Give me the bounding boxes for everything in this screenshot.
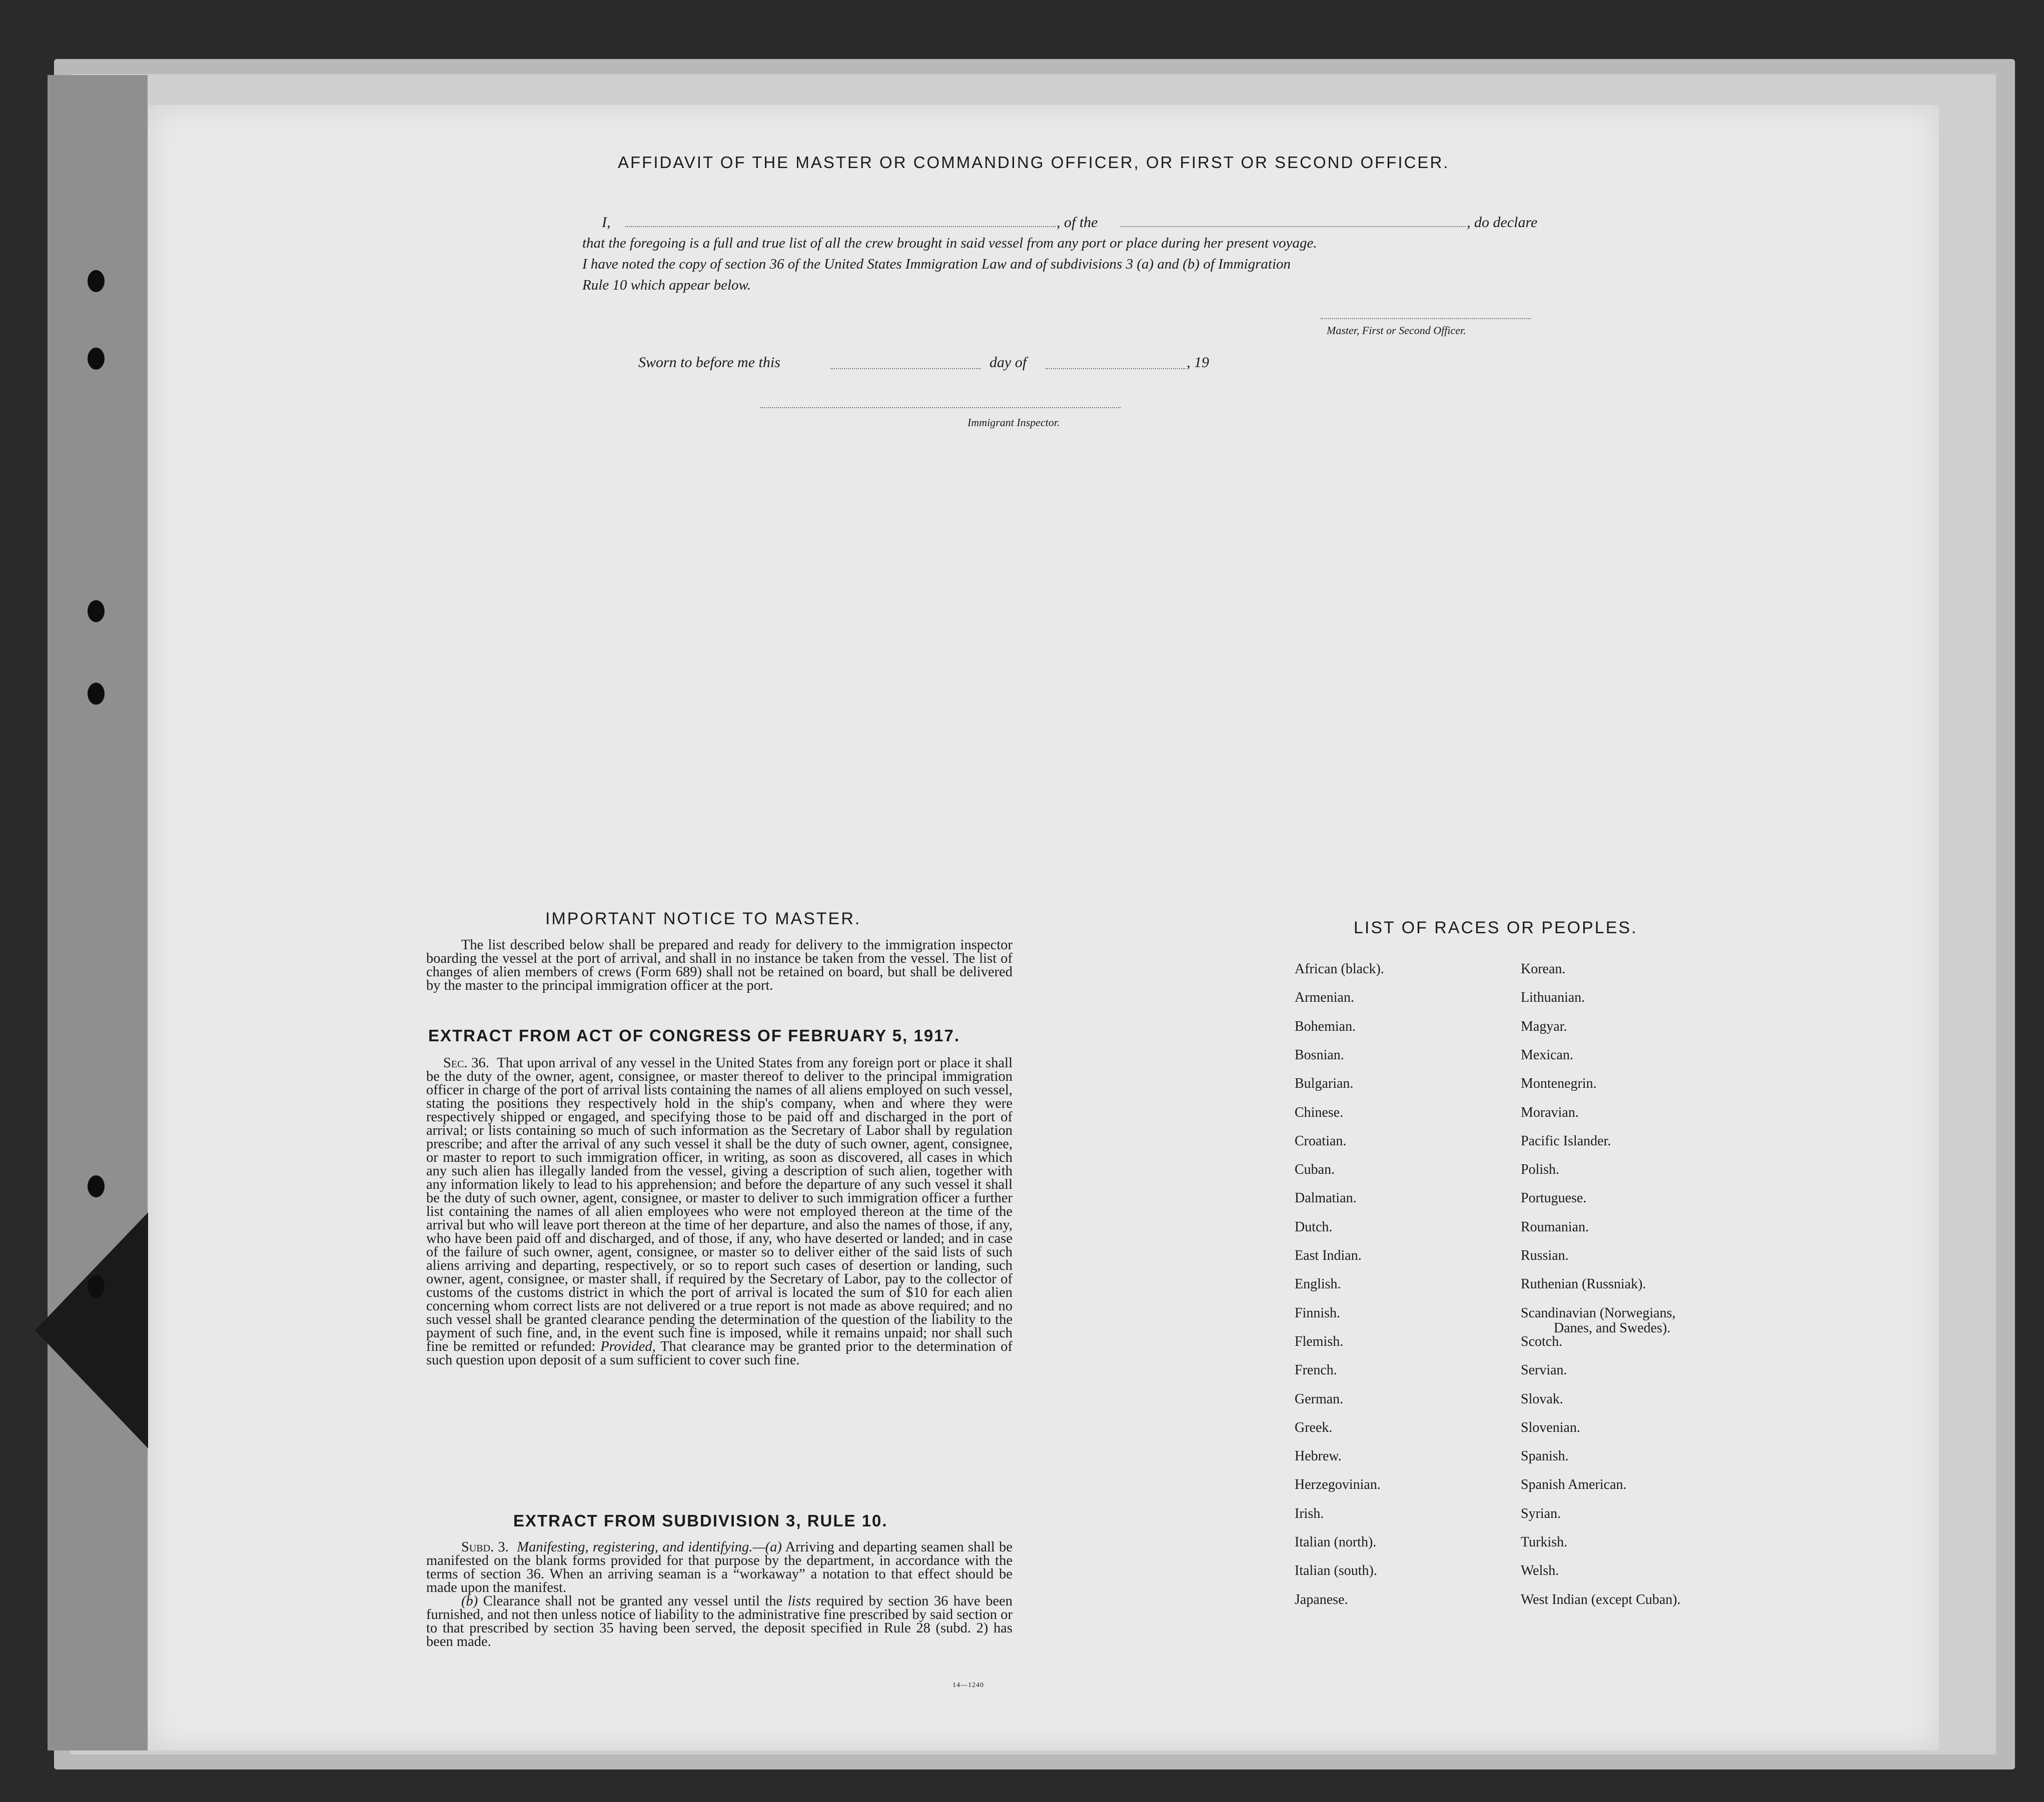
race-item: Lithuanian.	[1521, 990, 1585, 1006]
race-item: Spanish American.	[1521, 1477, 1627, 1493]
affidavit-line-2: that the foregoing is a full and true list of all the crew brought in said vessel from any port or place during her present voyage.	[582, 235, 1317, 251]
race-item: Bohemian.	[1295, 1018, 1356, 1034]
race-item: Herzegovinian.	[1295, 1477, 1381, 1493]
affidavit-title: AFFIDAVIT OF THE MASTER OR COMMANDING OFFICER, OR FIRST OR SECOND OFFICER.	[618, 153, 1450, 172]
races-left-column	[1295, 961, 1505, 1611]
race-item: Greek.	[1295, 1419, 1333, 1435]
race-item: English.	[1295, 1276, 1341, 1292]
punch-hole	[88, 348, 105, 370]
act-extract-body	[426, 1056, 1012, 1367]
race-item: Chinese.	[1295, 1104, 1344, 1120]
race-item: Turkish.	[1521, 1534, 1568, 1550]
race-item: Scandinavian (Norwegians,	[1521, 1305, 1676, 1321]
rule-text-b2: required by section 36 have been furnished, and not then unless notice of liability to the administrative fine prescribed by said section or to that prescribed by section 35 having been served, the deposit specified in Rule 28 (subd. 2) has been made.	[426, 1593, 1013, 1649]
race-item: East Indian.	[1295, 1248, 1362, 1263]
race-item: Irish.	[1295, 1505, 1324, 1521]
year-label: , 19	[1187, 354, 1209, 371]
race-item: Mexican.	[1521, 1047, 1573, 1063]
race-item-continuation: Danes, and Swedes).	[1554, 1320, 1671, 1336]
race-item: Russian.	[1521, 1248, 1569, 1263]
race-item: Servian.	[1521, 1362, 1567, 1378]
punch-hole	[88, 683, 105, 705]
race-item: Slovenian.	[1521, 1419, 1580, 1435]
race-item: Polish.	[1521, 1162, 1560, 1178]
signature-blank[interactable]	[1321, 306, 1531, 319]
affidavit-i: I,	[602, 214, 611, 231]
race-item: Montenegrin.	[1521, 1076, 1597, 1092]
affidavit-line-3: I have noted the copy of section 36 of the United States Immigration Law and of subdivisions 3 (a) and (b) of Immigration	[582, 256, 1291, 272]
race-item: Pacific Islander.	[1521, 1133, 1611, 1149]
race-item: Flemish.	[1295, 1333, 1344, 1349]
rule-text-b1: Clearance shall not be granted any vessel until the	[483, 1593, 783, 1609]
name-blank[interactable]	[625, 214, 1056, 227]
race-item: Hebrew.	[1295, 1448, 1342, 1464]
vessel-blank[interactable]	[1121, 214, 1466, 227]
race-item: Finnish.	[1295, 1305, 1341, 1321]
lists-word: lists	[787, 1593, 811, 1609]
punch-hole	[88, 270, 105, 292]
race-item: Syrian.	[1521, 1505, 1561, 1521]
sworn-day-blank[interactable]	[830, 356, 980, 369]
subd-label: Subd. 3.	[461, 1539, 509, 1555]
race-item: Portuguese.	[1521, 1190, 1587, 1206]
form-number: 14—1240	[952, 1681, 984, 1689]
race-item: Japanese.	[1295, 1591, 1348, 1607]
provided-word: Provided,	[600, 1339, 656, 1354]
race-item: Dalmatian.	[1295, 1190, 1357, 1206]
sec-label: Sec. 36.	[443, 1055, 489, 1071]
race-item: African (black).	[1295, 961, 1384, 977]
sworn-label: Sworn to before me this	[638, 354, 780, 371]
notice-title: IMPORTANT NOTICE TO MASTER.	[545, 909, 861, 928]
race-item: Bulgarian.	[1295, 1076, 1354, 1092]
punch-hole	[88, 1175, 105, 1197]
race-item: French.	[1295, 1362, 1337, 1378]
notice-text: The list described below shall be prepared and ready for delivery to the immigration inspector boarding the vessel at the port of arrival, and shall in no instance be taken from the vessel. The list of changes of alien members of crews (Form 689) shall not be retained on board, but shall be delivered by the master to the principal immigration officer at the port.	[426, 937, 1012, 993]
signature-label: Master, First or Second Officer.	[1327, 324, 1466, 337]
race-item: Bosnian.	[1295, 1047, 1344, 1063]
inspector-signature-blank[interactable]	[760, 395, 1121, 408]
race-item: Dutch.	[1295, 1219, 1333, 1235]
race-item: German.	[1295, 1391, 1344, 1407]
b-label: (b)	[461, 1593, 478, 1609]
rule-text-a: Arriving and departing seamen shall be manifested on the blank forms provided for that purpose by the department, in accordance with the terms of section 36. When an arriving seaman is a “workaway” a notation to that effect should be made upon the manifest.	[426, 1539, 1012, 1595]
race-item: Roumanian.	[1521, 1219, 1589, 1235]
race-item: Magyar.	[1521, 1018, 1567, 1034]
race-item: West Indian (except Cuban).	[1521, 1591, 1681, 1607]
affidavit-of-the: , of the	[1057, 214, 1098, 231]
race-item: Ruthenian (Russniak).	[1521, 1276, 1646, 1292]
race-item: Moravian.	[1521, 1104, 1579, 1120]
punch-hole	[88, 1275, 105, 1297]
race-item: Spanish.	[1521, 1448, 1569, 1464]
day-of-label: day of	[989, 354, 1027, 371]
month-blank[interactable]	[1046, 356, 1186, 369]
subd-heading: Manifesting, registering, and identifying.—(a)	[517, 1539, 782, 1555]
affidavit-line-4: Rule 10 which appear below.	[582, 277, 751, 293]
affidavit-do-declare: , do declare	[1467, 214, 1538, 231]
race-item: Welsh.	[1521, 1563, 1559, 1579]
punch-hole	[88, 600, 105, 622]
binding-edge	[48, 75, 148, 1750]
race-item: Slovak.	[1521, 1391, 1563, 1407]
act-extract-title: EXTRACT FROM ACT OF CONGRESS OF FEBRUARY 5, 1917.	[428, 1026, 960, 1045]
race-item: Korean.	[1521, 961, 1566, 977]
races-title: LIST OF RACES OR PEOPLES.	[1354, 918, 1638, 937]
race-item: Italian (south).	[1295, 1563, 1377, 1579]
inspector-label: Immigrant Inspector.	[967, 416, 1060, 429]
rule-extract-title: EXTRACT FROM SUBDIVISION 3, RULE 10.	[513, 1511, 888, 1530]
race-item: Cuban.	[1295, 1162, 1335, 1178]
race-item: Scotch.	[1521, 1333, 1563, 1349]
races-right-column	[1521, 961, 1781, 1611]
rule-extract-body	[426, 1540, 1012, 1648]
binding-tab	[35, 1210, 150, 1450]
act-text: That upon arrival of any vessel in the United States from any foreign port or place it shall be the duty of the owner, agent, consignee, or master thereof to deliver to the principal immigration officer in charge of the port of arrival lists containing the names of all aliens employed on such vessel, stating the positions they respectively hold in the ship's company, when and where they were respectively shipped or engaged, and specifying those to be paid off and discharged in the port of arrival; or lists containing so much of such information as the Secretary of Labor shall by regulation prescribe; and after the arrival of any such vessel it shall be the duty of such owner, agent, consignee, or master to report to such immigration officer, in writing, as soon as discovered, all cases in which any such alien has illegally landed from the vessel, giving a description of such alien, together with any information likely to lead to his apprehension; and before the departure of any such vessel it shall be the duty of such owner, agent, consignee, or master to deliver to such immigration officer a further list containing the names of all alien employees who were not employed thereon at the time of the arrival but who will leave port thereon at the time of her departure, and also the names of those, if any, who have been paid off and discharged, and of those, if any, who have deserted or landed; and in case of the failure of such owner, agent, consignee, or master so to deliver either of the said lists of such aliens arriving and departing, respectively, or so to report such cases of desertion or landing, such owner, agent, consignee, or master shall, if required by the Secretary of Labor, pay to the collector of customs of the customs district in which the port of arrival is located the sum of $10 for each alien concerning whom correct lists are not delivered or a true report is not made as above required; and no such vessel shall be granted clearance pending the determination of the question of the liability to the payment of such fine, and, in the event such fine is imposed, while it remains unpaid; nor shall such fine be remitted or refunded:	[426, 1055, 1012, 1354]
act-text-end: That clearance may be granted prior to the determination of such question upon deposit of a sum sufficient to cover such fine.	[426, 1339, 1013, 1368]
race-item: Italian (north).	[1295, 1534, 1377, 1550]
race-item: Croatian.	[1295, 1133, 1347, 1149]
race-item: Armenian.	[1295, 990, 1354, 1006]
